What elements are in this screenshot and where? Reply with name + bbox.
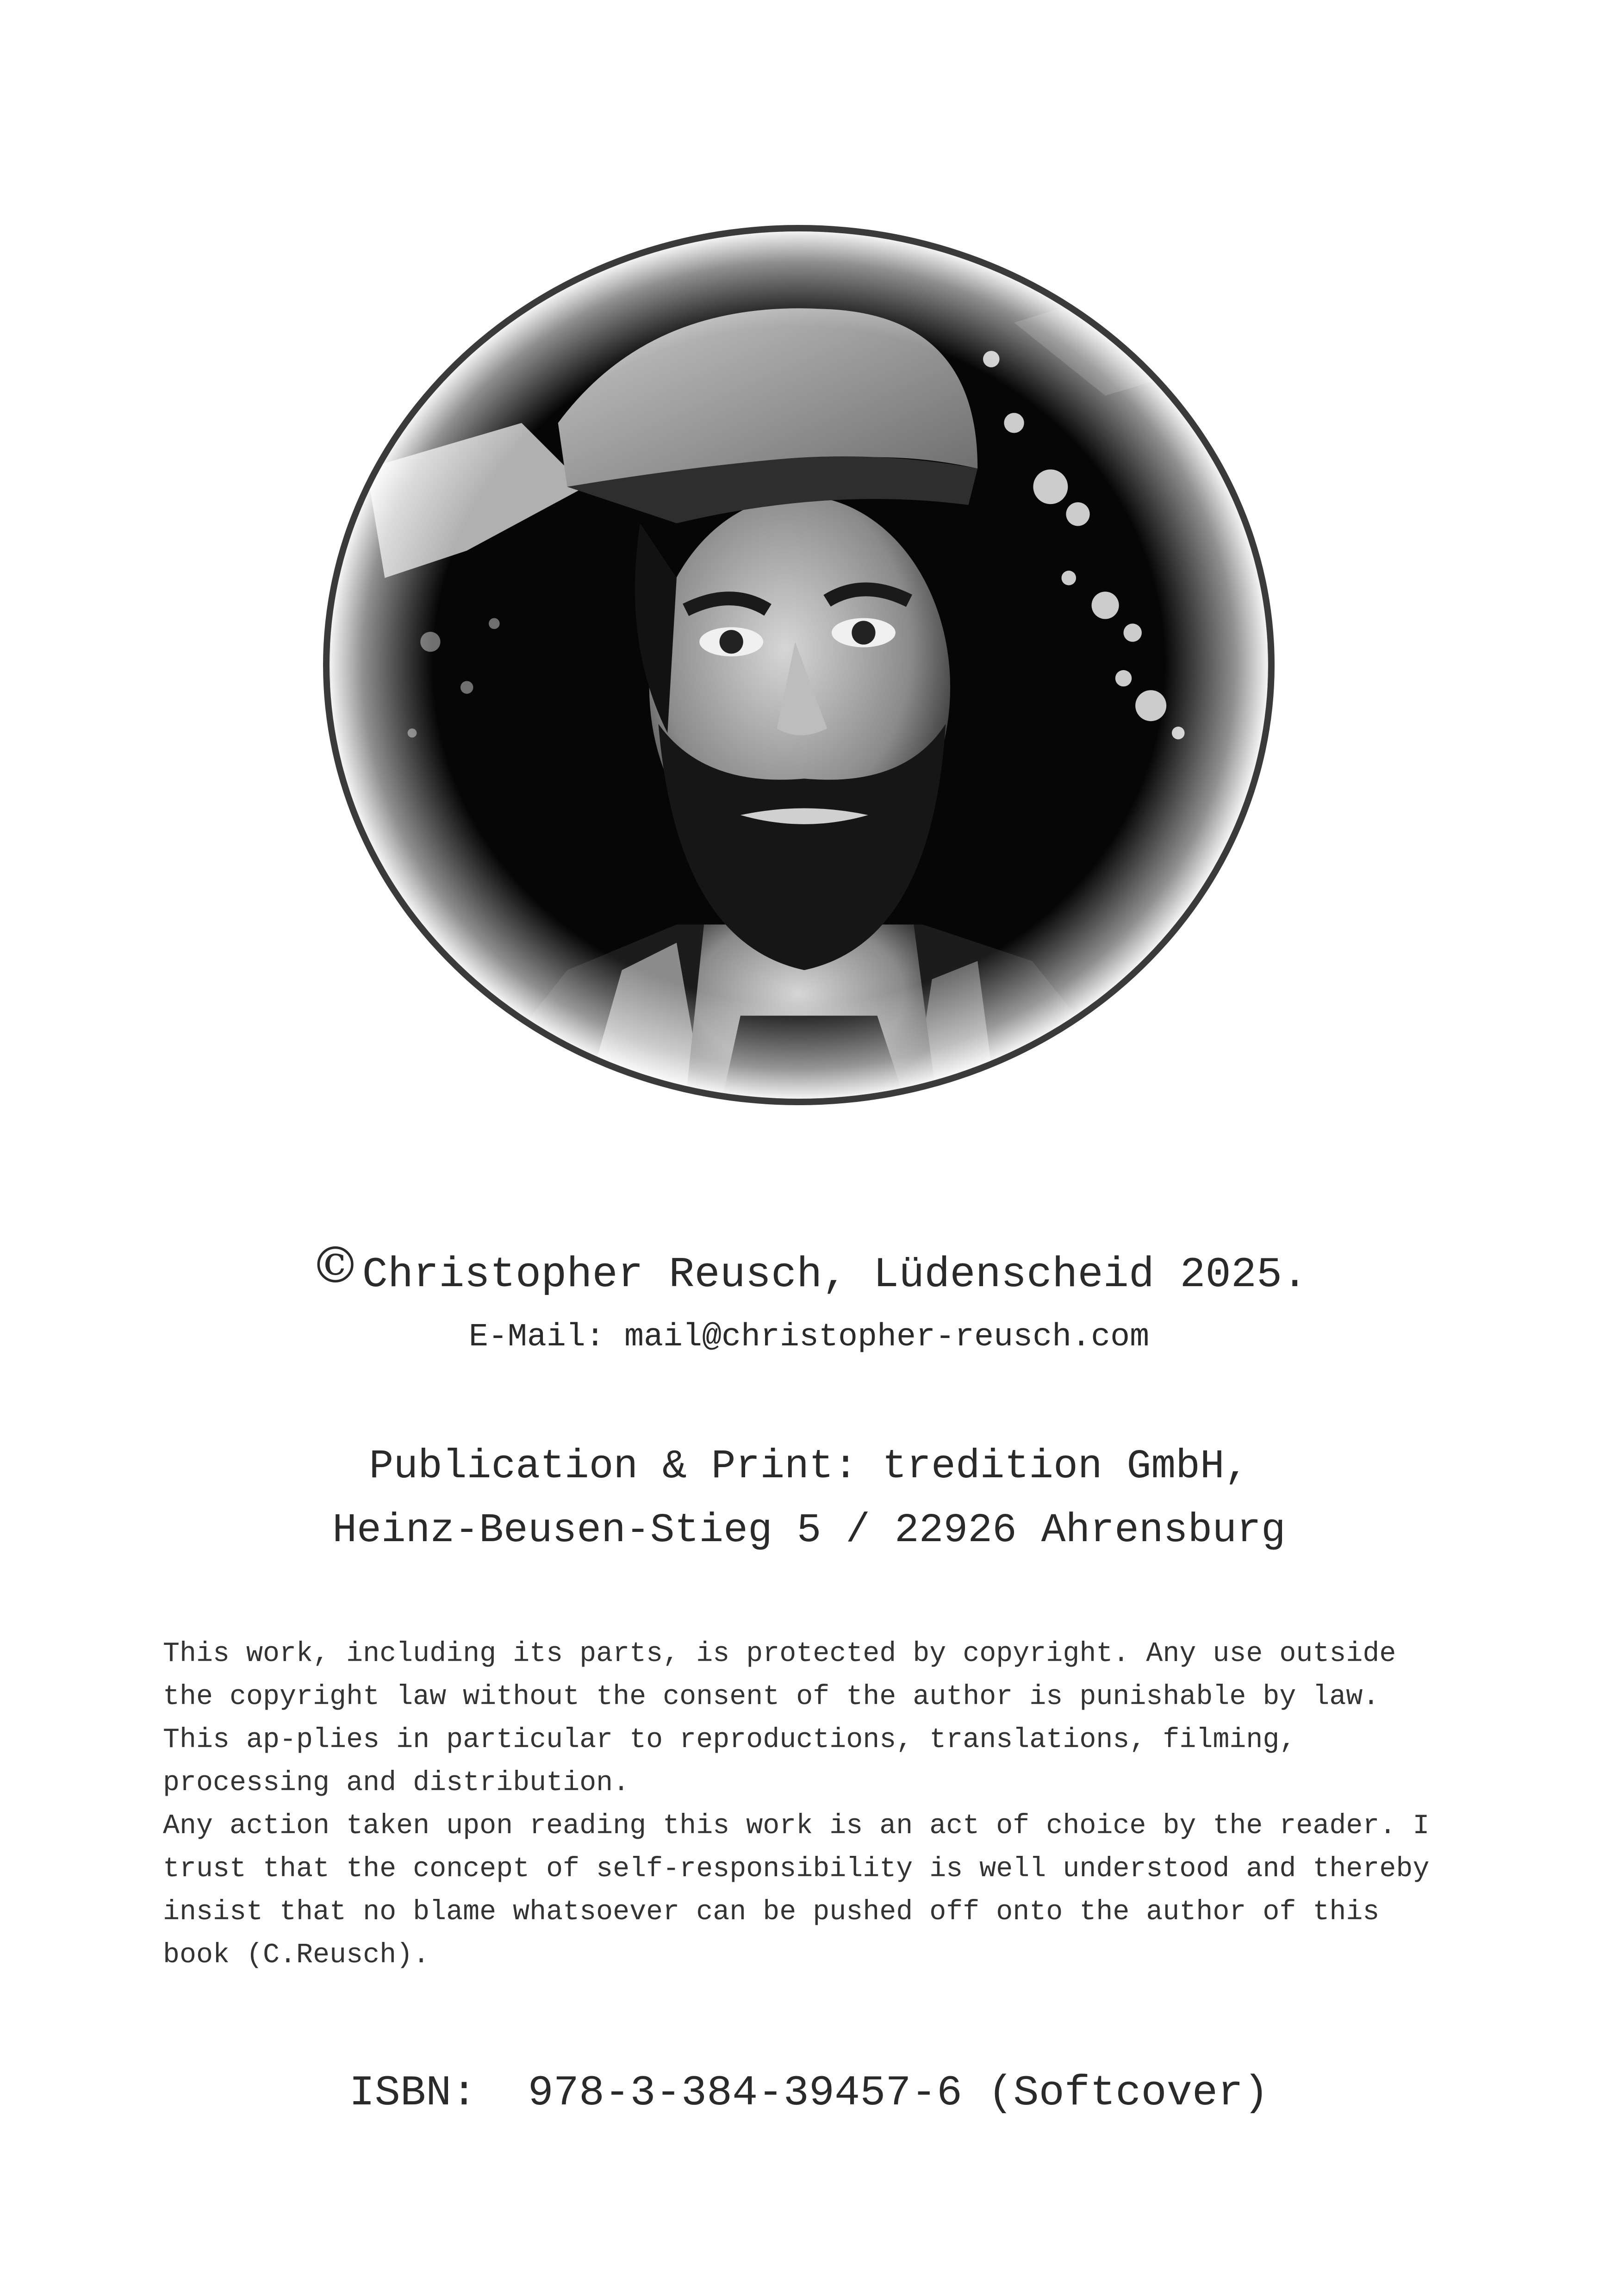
email-line <box>0 1319 1618 1356</box>
copyright-line <box>0 1237 1618 1299</box>
publisher-line: Publication & Print: tredition GmbH, <box>369 1444 1249 1490</box>
author-portrait <box>323 225 1275 1105</box>
email-link[interactable]: mail@christopher-reusch.com <box>624 1319 1150 1356</box>
copyright-symbol: © <box>310 1237 361 1294</box>
legal-notice <box>163 1633 1459 1977</box>
email-label: E-Mail: <box>468 1319 605 1356</box>
isbn-label: ISBN: <box>349 2069 477 2117</box>
legal-paragraph-responsibility: Any action taken upon reading this work is an act of choice by the reader. I trust that the concept of self-responsibility is well understood and thereby insist that no blame whatsoever can be pushed off onto the author of this book (C.Reusch). <box>163 1811 1446 1971</box>
copyright-text: Christopher Reusch, Lüdenscheid 2025. <box>362 1251 1308 1299</box>
author-portrait-photo-icon <box>330 231 1268 1099</box>
isbn-value: 978-3-384-39457-6 (Softcover) <box>528 2069 1269 2117</box>
publisher-address: Heinz-Beusen-Stieg 5 / 22926 Ahrensburg <box>332 1508 1286 1554</box>
legal-paragraph-copyright: This work, including its parts, is protected by copyright. Any use outside the copyright law without the consent of the author is punishable by law. This ap-plies in particular to reproductions, translations, filming, processing and distribution. <box>163 1638 1413 1799</box>
isbn-line <box>0 2069 1618 2117</box>
